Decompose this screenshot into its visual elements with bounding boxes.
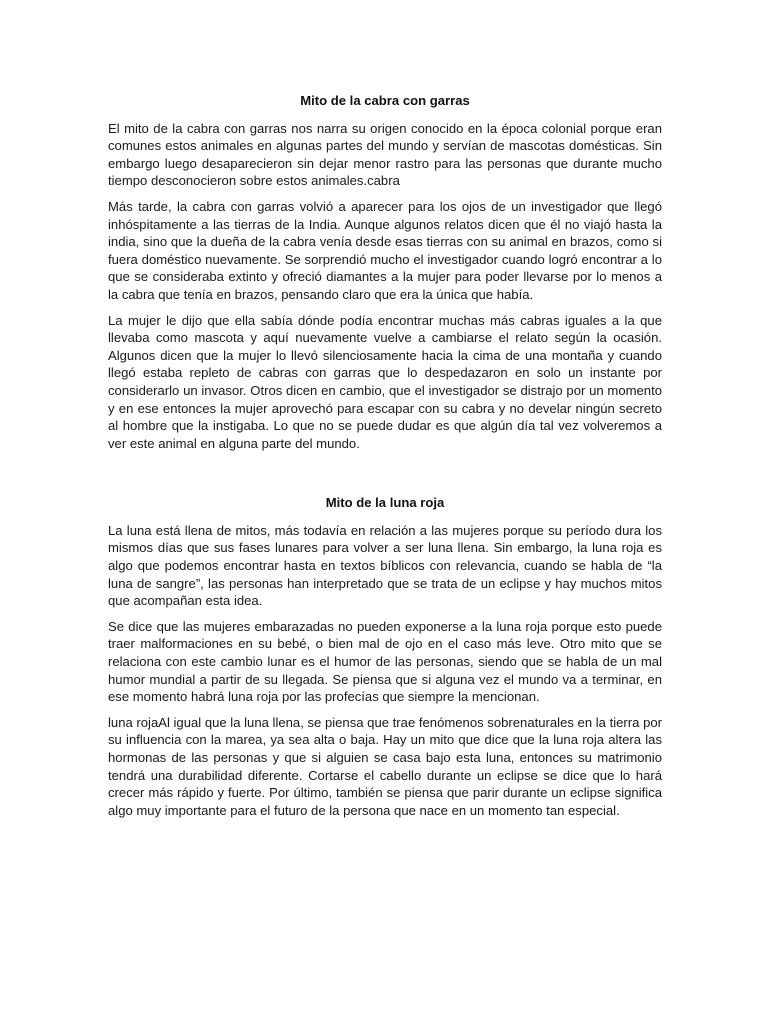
document-body xyxy=(108,92,662,827)
paragraph: Se dice que las mujeres embarazadas no pueden exponerse a la luna roja porque esto puede traer malformaciones en su bebé, o bien mal de ojo en el caso más leve. Otro mito que se relaciona con este cambio lunar es el humor de las personas, siendo que se habla de un mal humor mundial a partir de su llegada. Se piensa que si alguna vez el mundo va a terminar, en ese momento habrá luna roja por las profecías que siempre la mencionan. xyxy=(108,618,662,705)
paragraph: El mito de la cabra con garras nos narra su origen conocido en la época colonial porque eran comunes estos animales en algunas partes del mundo y servían de mascotas domésticas. Sin embargo luego desaparecieron sin dejar menor rastro para las personas que durante mucho tiempo desconocieron sobre estos animales.cabra xyxy=(108,120,662,189)
paragraph: La mujer le dijo que ella sabía dónde podía encontrar muchas más cabras iguales a la que llevaba como mascota y aquí nuevamente vuelve a cambiarse el relato según la ocasión. Algunos dicen que la mujer lo llevó silenciosamente hacia la cima de una montaña y cuando llegó estaba repleto de cabras con garras que lo despedazaron en solo un instante por considerarlo un invasor. Otros dicen en cambio, que el investigador se distrajo por un momento y en ese entonces la mujer aprovechó para escapar con su cabra y no develar ningún secreto al hombre que la instigaba. Lo que no se puede dudar es que algún día tal vez volveremos a ver este animal en alguna parte del mundo. xyxy=(108,312,662,451)
paragraph: luna rojaAl igual que la luna llena, se piensa que trae fenómenos sobrenaturales en la tierra por su influencia con la marea, ya sea alta o baja. Hay un mito que dice que la luna roja altera las hormonas de las personas y que si alguien se casa bajo esta luna, entonces su matrimonio tendrá una durabilidad diferente. Cortarse el cabello durante un eclipse se dice que lo hará crecer más rápido y fuerte. Por último, también se piensa que parir durante un eclipse significa algo muy importante para el futuro de la persona que nace en un momento tan especial. xyxy=(108,714,662,818)
section-title: Mito de la cabra con garras xyxy=(300,93,470,108)
paragraph: Más tarde, la cabra con garras volvió a aparecer para los ojos de un investigador que llegó inhóspitamente a las tierras de la India. Aunque algunos relatos dicen que él no viajó hasta la india, sino que la dueña de la cabra venía desde esas tierras con su animal en brazos, como si fuera doméstico nuevamente. Se sorprendió mucho el investigador cuando logró encontrar a lo que se consideraba extinto y ofreció diamantes a la mujer para poder llevarse por lo menos a la cabra que tenía en brazos, pensando claro que era la única que había. xyxy=(108,198,662,302)
section-cabra-con-garras xyxy=(108,92,662,452)
section-spacer xyxy=(108,460,662,494)
section-luna-roja xyxy=(108,494,662,819)
section-title: Mito de la luna roja xyxy=(325,495,445,511)
paragraph: La luna está llena de mitos, más todavía en relación a las mujeres porque su período dura los mismos días que sus fases lunares para volver a ser luna llena. Sin embargo, la luna roja es algo que podemos encontrar hasta en textos bíblicos con relevancia, cuando se habla de “la luna de sangre”, las personas han interpretado que se trata de un eclipse y hay muchos mitos que acompañan esta idea. xyxy=(108,522,662,609)
